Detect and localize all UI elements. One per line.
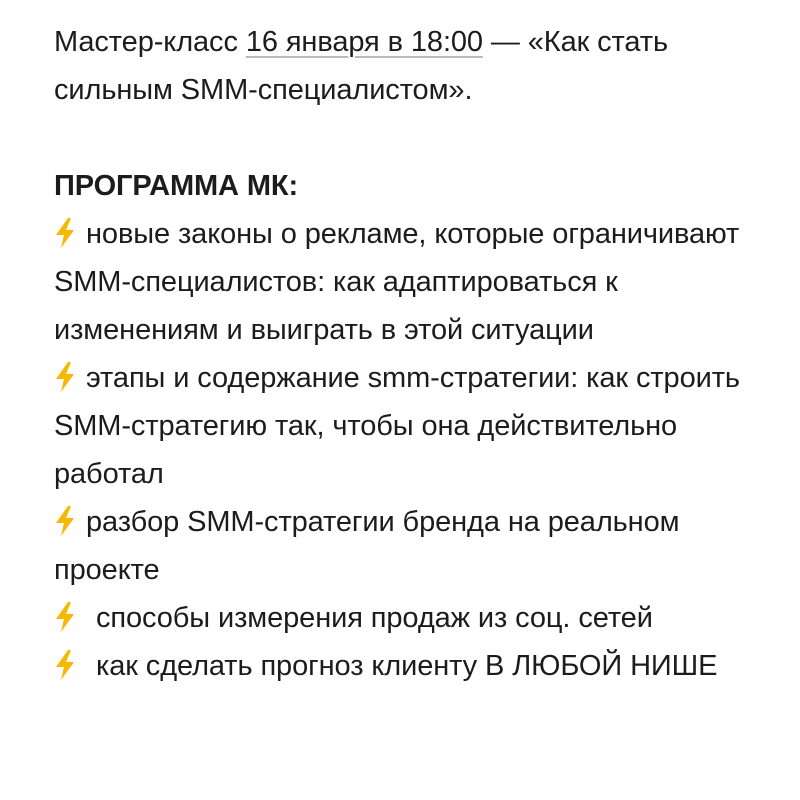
intro-suffix: — «Как стать сильным SMM-специалистом». xyxy=(54,26,669,106)
program-item-3 xyxy=(54,498,760,594)
date-link[interactable]: 16 января в 18:00 xyxy=(245,26,483,58)
lightning-bolt-icon xyxy=(54,650,76,680)
program-heading: ПРОГРАММА МК: xyxy=(54,170,299,202)
blank-line xyxy=(54,114,760,162)
program-item-text: этапы и содержание smm-стратегии: как строить SMM-стратегию так, чтобы она действительно работал xyxy=(54,362,740,490)
program-item-2 xyxy=(54,354,760,498)
program-item-text: новые законы о рекламе, которые ограничивают SMM-специалистов: как адаптироваться к изменениям и выиграть в этой ситуации xyxy=(54,218,740,346)
program-item-text: способы измерения продаж из соц. сетей xyxy=(96,602,653,634)
lightning-bolt-icon xyxy=(54,218,76,248)
intro-paragraph xyxy=(54,18,760,114)
lightning-bolt-icon xyxy=(54,506,76,536)
lightning-bolt-icon xyxy=(54,602,76,632)
program-item-5 xyxy=(54,642,760,690)
program-item-4 xyxy=(54,594,760,642)
program-item-1 xyxy=(54,210,760,354)
program-item-text: разбор SMM-стратегии бренда на реальном проекте xyxy=(54,506,680,586)
lightning-bolt-icon xyxy=(54,362,76,392)
intro-prefix: Мастер-класс xyxy=(54,26,246,58)
program-item-text: как сделать прогноз клиенту В ЛЮБОЙ НИШЕ xyxy=(96,650,718,682)
